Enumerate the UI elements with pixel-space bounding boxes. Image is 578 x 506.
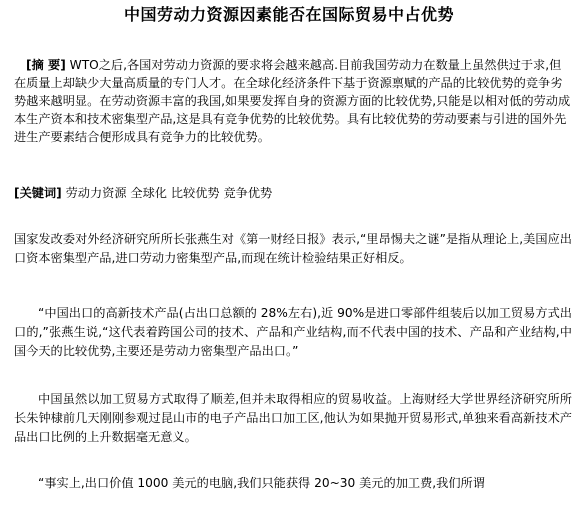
keywords-label: [关键词]: [14, 186, 62, 200]
abstract-paragraph: [14, 56, 572, 146]
abstract-label: [摘 要]: [26, 58, 66, 72]
body-paragraph-4: “事实上,出口价值 1000 美元的电脑,我们只能获得 20~30 美元的加工费,我们所谓: [38, 476, 485, 490]
abstract-text: WTO之后,各国对劳动力资源的要求将会越来越高.目前我国劳动力在数量上虽然供过于求,但在质量上却缺少大量高质量的专门人才。在全球化经济条件下基于资源禀赋的产品的比较优势的竞争劣势越来越明显。在劳动资源丰富的我国,如果要发挥自身的资源方面的比较优势,只能是以相对低的劳动成本生产资本和技术密集型产品,这是具有竞争优势的比较优势。具有比较优势的劳动要素与引进的国外先进生产要素结合便形成具有竞争力的比较优势。: [14, 58, 571, 144]
body-paragraph-2: “中国出口的高新技术产品(占出口总额的 28%左右),近 90%是进口零部件组装后以加工贸易方式出口的,”张燕生说,“这代表着跨国公司的技术、产品和产业结构,而不代表中国的技术、产品和产业结构,中国今天的比较优势,主要还是劳动力密集型产品出口。”: [14, 306, 572, 358]
body-paragraph-3: 中国虽然以加工贸易方式取得了顺差,但并未取得相应的贸易收益。上海财经大学世界经济研究所所长朱钟棣前几天刚刚参观过昆山市的电子产品出口加工区,他认为如果抛开贸易形式,单独来看高新技术产品出口比例的上升数据毫无意义。: [14, 392, 572, 444]
article-title: 中国劳动力资源因素能否在国际贸易中占优势: [123, 5, 454, 24]
keywords-text: 劳动力资源 全球化 比较优势 竞争优势: [61, 186, 273, 200]
keywords-line: [14, 184, 572, 202]
body-paragraph-1: 国家发改委对外经济研究所所长张燕生对《第一财经日报》表示,“里昂惕夫之谜”是指从理论上,美国应出口资本密集型产品,进口劳动力密集型产品,而现在统计检验结果正好相反。: [14, 232, 572, 265]
